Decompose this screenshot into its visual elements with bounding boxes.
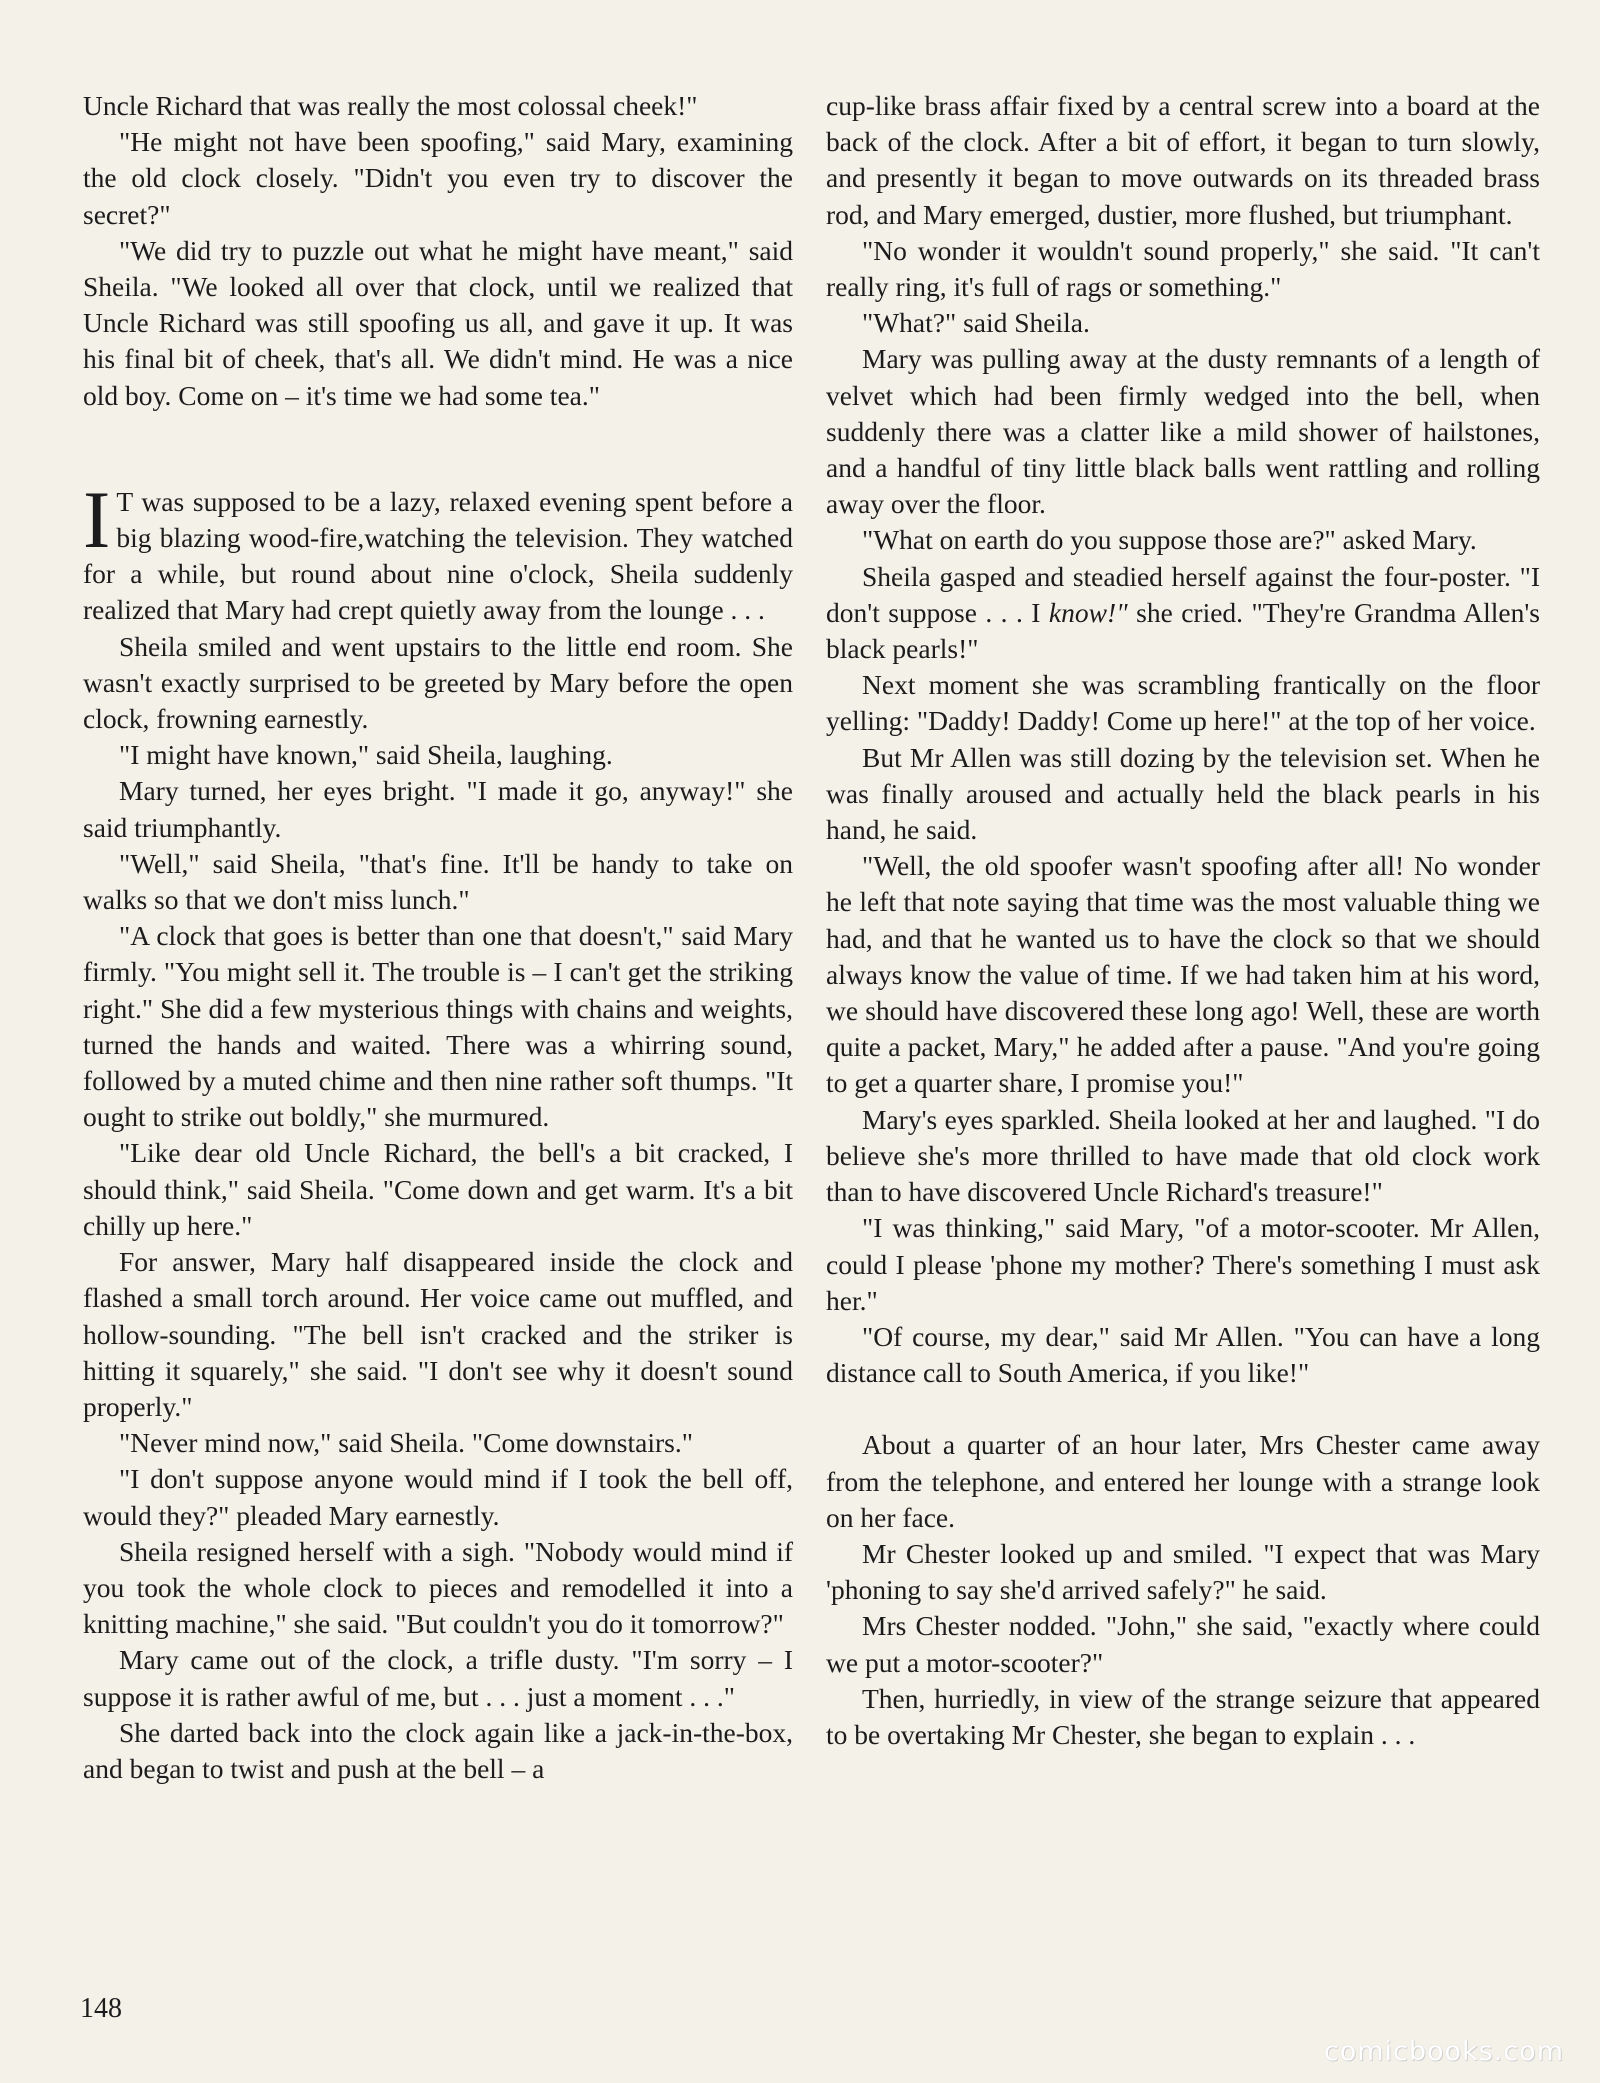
paragraph: "I might have known," said Sheila, laughing.	[119, 739, 613, 771]
paragraph: Mary turned, her eyes bright. "I made it go, anyway!" she said triumphantly.	[83, 775, 793, 843]
paragraph: Uncle Richard that was really the most colossal cheek!"	[83, 90, 698, 121]
paragraph: Mary came out of the clock, a trifle dusty. "I'm sorry – I suppose it is rather awful of me, but . . . just a moment . . ."	[83, 1644, 793, 1712]
paragraph-text: she cried. "They're Grandma Allen's black pearls!"	[826, 596, 1540, 665]
paragraph: She darted back into the clock again like a jack-in-the-box, and began to twist and push at the bell – a	[83, 1716, 793, 1784]
paragraph	[826, 559, 1540, 668]
left-text-column	[83, 88, 793, 1787]
paragraph: But Mr Allen was still dozing by the television set. When he was finally aroused and actually held the black pearls in his hand, he said.	[826, 741, 1540, 846]
paragraph: "No wonder it wouldn't sound properly," she said. "It can't really ring, it's full of rags or something."	[826, 234, 1540, 303]
paragraph: For answer, Mary half disappeared inside the clock and flashed a small torch around. Her voice came out muffled, and hollow-sounding. "The bell isn't cracked and the striker is hitting it squarely," she said. "I don't see why it doesn't sound properly."	[83, 1246, 793, 1422]
paragraph: Mary was pulling away at the dusty remnants of a length of velvet which had been firmly wedged into the bell, when suddenly there was a clatter like a mild shower of hailstones, and a handful of tiny little black balls went rattling and rolling away over the floor.	[826, 343, 1540, 520]
paragraph: "I was thinking," said Mary, "of a motor-scooter. Mr Allen, could I please 'phone my mother? There's something I must ask her."	[826, 1212, 1540, 1316]
paragraph: "Well," said Sheila, "that's fine. It'll be handy to take on walks so that we don't miss lunch."	[83, 847, 793, 916]
page-number: 148	[80, 1993, 122, 2024]
paragraph: "He might not have been spoofing," said Mary, examining the old clock closely. "Didn't you even try to discover the secret?"	[83, 126, 793, 230]
paragraph: "Never mind now," said Sheila. "Come downstairs."	[119, 1427, 693, 1459]
paragraph: Next moment she was scrambling frantically on the floor yelling: "Daddy! Daddy! Come up here!" at the top of her voice.	[826, 669, 1540, 737]
paragraph: "Like dear old Uncle Richard, the bell's a bit cracked, I should think," said Sheila. "Come down and get warm. It's a bit chilly up here."	[83, 1137, 793, 1241]
paragraph: Sheila resigned herself with a sigh. "Nobody would mind if you took the whole clock to pieces and remodelled it into a knitting machine," she said. "But couldn't you do it tomorrow?"	[83, 1535, 793, 1640]
emphasized-text: know!"	[1048, 596, 1128, 628]
drop-cap: I	[83, 473, 111, 565]
paragraph: "I don't suppose anyone would mind if I took the bell off, would they?" pleaded Mary earnestly.	[83, 1463, 793, 1531]
paragraph: "What on earth do you suppose those are?" asked Mary.	[862, 524, 1477, 556]
watermark: comicbooks.com	[1323, 2036, 1564, 2067]
paragraph: Sheila smiled and went upstairs to the little end room. She wasn't exactly surprised to be greeted by Mary before the open clock, frowning earnestly.	[83, 630, 793, 735]
paragraph: cup-like brass affair fixed by a central screw into a board at the back of the clock. After a bit of effort, it began to turn slowly, and presently it began to move outwards on its threaded brass rod, and Mary emerged, dustier, more flushed, but triumphant.	[826, 90, 1540, 230]
paragraph: "We did try to puzzle out what he might have meant," said Sheila. "We looked all over that clock, until we realized that Uncle Richard was still spoofing us all, and gave it up. It was his final bit of cheek, that's all. We didn't mind. He was a nice old boy. Come on – it's time we had some tea."	[83, 234, 793, 411]
section-opening-paragraph	[83, 473, 793, 629]
paragraph: "What?" said Sheila.	[862, 307, 1090, 339]
paragraph: Then, hurriedly, in view of the strange seizure that appeared to be overtaking Mr Chester, she began to explain . . .	[826, 1682, 1540, 1750]
paragraph: "Well, the old spoofer wasn't spoofing after all! No wonder he left that note saying that time was the most valuable thing we had, and that he wanted us to have the clock so that we should always know the value of time. If we had taken him at his word, we should have discovered these long ago! Well, these are worth quite a packet, Mary," he added after a pause. "And you're going to get a quarter share, I promise you!"	[826, 850, 1540, 1099]
right-text-column	[826, 88, 1540, 1753]
paragraph: "A clock that goes is better than one that doesn't," said Mary firmly. "You might sell it. The trouble is – I can't get the striking right." She did a few mysterious things with chains and weights, turned the hands and waited. There was a whirring sound, followed by a muted chime and then nine rather soft thumps. "It ought to strike out boldly," she murmured.	[83, 920, 793, 1133]
paragraph-text: T was supposed to be a lazy, relaxed evening spent before a big blazing wood-fire,watching the television. They watched for a while, but round about nine o'clock, Sheila suddenly realized that Mary had crept quietly away from the lounge . . .	[83, 485, 793, 626]
paragraph: Mary's eyes sparkled. Sheila looked at her and laughed. "I do believe she's more thrilled to have made that old clock work than to have discovered Uncle Richard's treasure!"	[826, 1103, 1540, 1208]
paragraph: Mr Chester looked up and smiled. "I expect that was Mary 'phoning to say she'd arrived safely?" he said.	[826, 1537, 1540, 1606]
paragraph-text: Sheila gasped and steadied herself against the four-poster. "I don't suppose . . . I	[826, 560, 1540, 628]
paragraph: Mrs Chester nodded. "John," she said, "exactly where could we put a motor-scooter?"	[826, 1610, 1540, 1678]
paragraph: "Of course, my dear," said Mr Allen. "You can have a long distance call to South America, if you like!"	[826, 1320, 1540, 1389]
paragraph: About a quarter of an hour later, Mrs Chester came away from the telephone, and entered her lounge with a strange look on her face.	[826, 1429, 1540, 1533]
